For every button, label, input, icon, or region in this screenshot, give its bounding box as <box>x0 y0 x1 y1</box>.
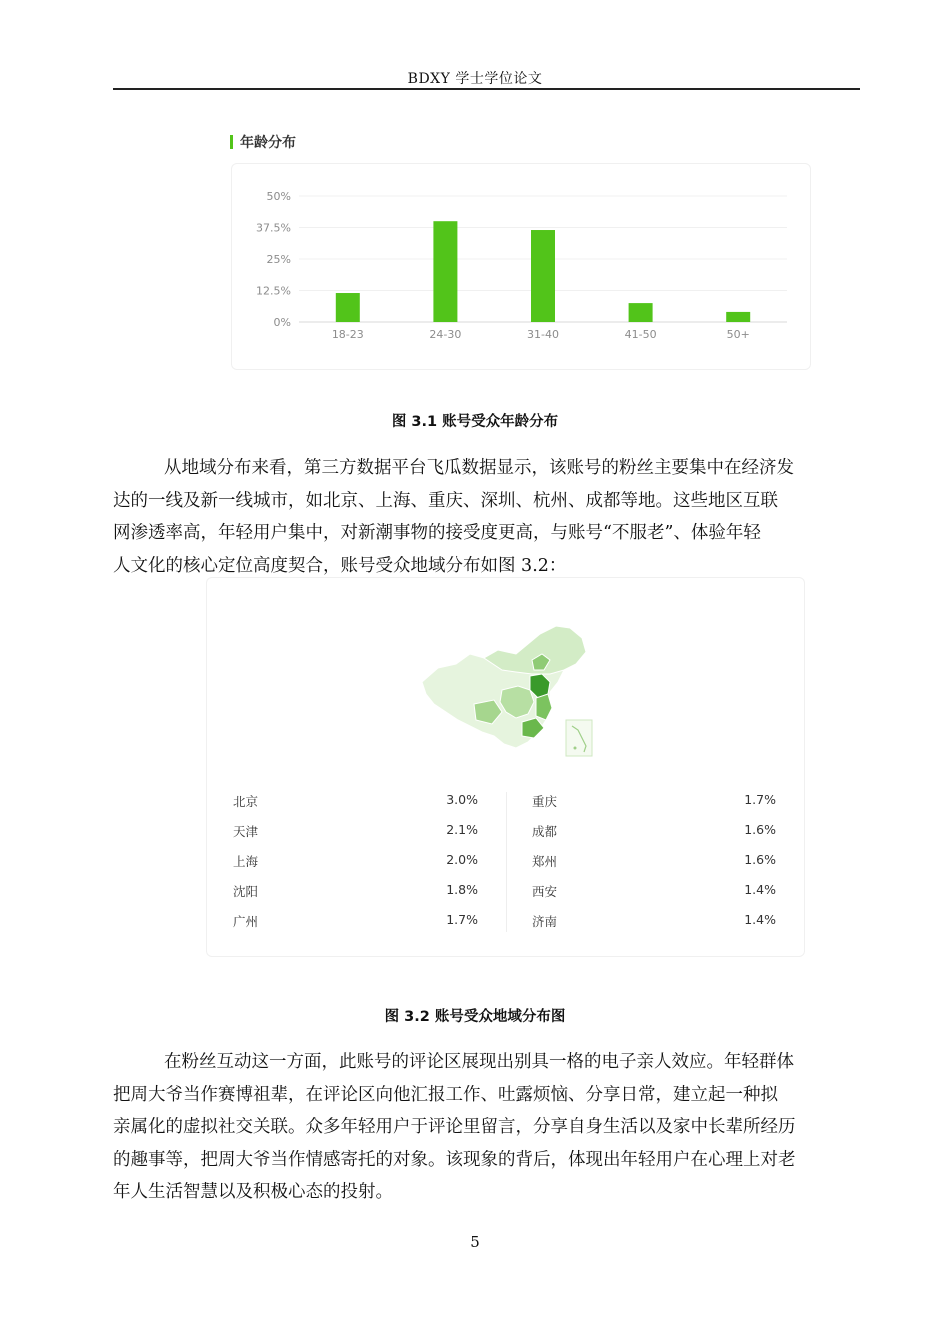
bar <box>531 230 555 322</box>
city-list-divider <box>506 792 507 932</box>
y-tick-label: 25% <box>266 253 291 266</box>
china-map-image <box>418 620 598 760</box>
figure1-caption: 图 3.1 账号受众年龄分布 <box>391 414 559 430</box>
city-name: 郑州 <box>532 854 558 869</box>
city-name: 广州 <box>233 914 259 929</box>
paragraph1-line: 人文化的核心定位高度契合，账号受众地域分布如图 3.2： <box>113 555 567 576</box>
paragraph2-line: 亲属化的虚拟社交关联。众多年轻用户于评论里留言，分享自身生活以及家中长辈所经历 <box>113 1117 796 1137</box>
city-name: 上海 <box>233 854 259 869</box>
city-name: 重庆 <box>532 794 558 809</box>
page-header: BDXY 学士学位论文 <box>407 71 543 87</box>
city-name: 成都 <box>532 824 558 839</box>
chart-panel-title-text: 年龄分布 <box>240 135 296 151</box>
paragraph1-line: 达的一线及新一线城市，如北京、上海、重庆、深圳、杭州、成都等地。这些地区互联 <box>113 490 778 511</box>
paragraph1-line: 从地域分布来看，第三方数据平台飞瓜数据显示，该账号的粉丝主要集中在经济发 <box>164 458 794 478</box>
bar <box>629 303 653 322</box>
paragraph-region <box>113 452 860 582</box>
city-name: 沈阳 <box>233 884 259 899</box>
paragraph2-line: 的趣事等，把周大爷当作情感寄托的对象。该现象的背后，体现出年轻用户在心理上对老 <box>113 1149 796 1170</box>
city-name: 西安 <box>532 884 558 899</box>
city-value: 1.7% <box>446 912 478 927</box>
chart-panel-title <box>230 132 296 152</box>
city-value: 1.6% <box>744 822 776 837</box>
city-value: 2.1% <box>446 822 478 837</box>
x-tick-label: 31-40 <box>527 328 559 341</box>
header-rule <box>113 88 860 90</box>
paragraph2-line: 把周大爷当作赛博祖辈，在评论区向他汇报工作、吐露烦恼、分享日常，建立起一种拟 <box>113 1084 778 1105</box>
x-tick-label: 41-50 <box>624 328 657 341</box>
city-name: 天津 <box>233 824 259 839</box>
title-accent-bar <box>230 135 233 149</box>
city-value: 2.0% <box>446 852 478 867</box>
bar <box>336 293 360 322</box>
x-tick-label: 18-23 <box>331 328 364 341</box>
y-tick-label: 0% <box>273 316 291 329</box>
x-tick-label: 24-30 <box>429 328 462 341</box>
paragraph2-line: 年人生活智慧以及积极心态的投射。 <box>113 1182 393 1202</box>
paragraph2-line: 在粉丝互动这一方面，此账号的评论区展现出别具一格的电子亲人效应。年轻群体 <box>164 1052 794 1072</box>
city-value: 1.4% <box>744 912 776 927</box>
city-value: 3.0% <box>446 792 478 807</box>
figure2-caption: 图 3.2 账号受众地域分布图 <box>384 1009 566 1025</box>
page-number: 5 <box>470 1233 480 1251</box>
age-bar-chart <box>231 163 809 368</box>
city-value: 1.4% <box>744 882 776 897</box>
y-tick-label: 12.5% <box>256 284 291 298</box>
bar <box>726 312 750 322</box>
city-value: 1.6% <box>744 852 776 867</box>
x-tick-label: 50+ <box>726 328 750 341</box>
city-value: 1.7% <box>744 792 776 807</box>
paragraph1-line: 网渗透率高，年轻用户集中，对新潮事物的接受度更高，与账号“不服老”、体验年轻 <box>113 523 761 543</box>
bar <box>433 221 457 322</box>
paragraph-region <box>113 1046 860 1209</box>
city-name: 北京 <box>233 794 259 809</box>
y-tick-label: 50% <box>266 190 291 203</box>
y-tick-label: 37.5% <box>256 221 291 235</box>
city-name: 济南 <box>532 914 558 929</box>
city-value: 1.8% <box>446 882 478 897</box>
